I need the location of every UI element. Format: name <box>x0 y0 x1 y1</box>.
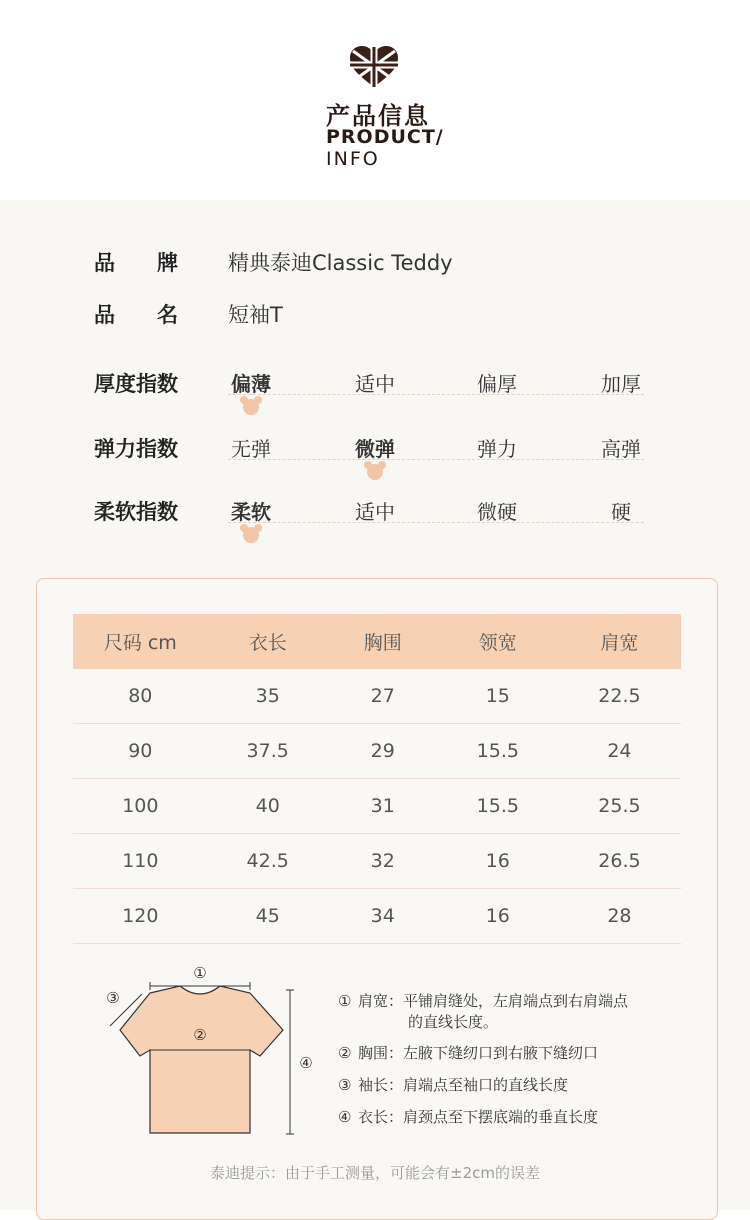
bear-marker-icon <box>239 395 263 415</box>
index-label: 柔软指数 <box>94 500 178 524</box>
brand-value: 精典泰迪Classic Teddy <box>228 251 453 275</box>
table-cell: 16 <box>438 834 558 889</box>
table-cell: 120 <box>73 889 208 944</box>
table-row <box>73 779 681 834</box>
index-option: 无弹 <box>231 437 271 461</box>
table-cell: 34 <box>328 889 438 944</box>
index-option: 适中 <box>355 372 395 396</box>
index-option: 微弹 <box>355 437 395 461</box>
tshirt-diagram <box>100 958 330 1143</box>
table-row <box>73 724 681 779</box>
index-option: 微硬 <box>477 500 517 524</box>
page-subtitle-line2: INFO <box>326 148 380 170</box>
table-cell: 32 <box>328 834 438 889</box>
marker-4: ④ <box>299 1054 313 1072</box>
table-row <box>73 889 681 944</box>
marker-3: ③ <box>106 989 120 1007</box>
index-option: 柔软 <box>231 500 271 524</box>
table-header-cell: 尺码 cm <box>73 614 208 669</box>
table-cell: 27 <box>328 669 438 724</box>
tshirt-shape <box>120 986 283 1133</box>
legend-item-chest: ② 胸围：左腋下缝纫口到右腋下缝纫口 <box>338 1044 599 1062</box>
index-label: 弹力指数 <box>94 437 178 461</box>
marker-2: ② <box>193 1026 207 1044</box>
index-option: 弹力 <box>477 437 517 461</box>
marker-1: ① <box>193 964 207 982</box>
table-cell: 28 <box>558 889 681 944</box>
index-option: 加厚 <box>601 372 641 396</box>
measurement-tip: 泰迪提示：由于手工测量，可能会有±2cm的误差 <box>210 1164 540 1182</box>
legend-item-length: ④ 衣长：肩颈点至下摆底端的垂直长度 <box>338 1108 599 1126</box>
index-option: 适中 <box>355 500 395 524</box>
table-cell: 45 <box>208 889 328 944</box>
page-subtitle-line1: PRODUCT/ <box>326 126 444 148</box>
name-label: 品 名 <box>94 303 178 327</box>
table-header-cell: 衣长 <box>208 614 328 669</box>
table-cell: 40 <box>208 779 328 834</box>
table-body <box>73 669 681 944</box>
size-table <box>73 614 681 944</box>
table-row <box>73 669 681 724</box>
table-cell: 110 <box>73 834 208 889</box>
table-cell: 26.5 <box>558 834 681 889</box>
table-cell: 100 <box>73 779 208 834</box>
index-option: 偏厚 <box>477 372 517 396</box>
table-header-cell: 胸围 <box>328 614 438 669</box>
table-cell: 25.5 <box>558 779 681 834</box>
table-cell: 15.5 <box>438 779 558 834</box>
table-row <box>73 834 681 889</box>
page-title: 产品信息 <box>326 102 430 130</box>
header <box>0 0 750 200</box>
index-option: 高弹 <box>601 437 641 461</box>
name-value: 短袖T <box>228 303 283 327</box>
table-cell: 31 <box>328 779 438 834</box>
table-cell: 29 <box>328 724 438 779</box>
index-option: 偏薄 <box>231 372 271 396</box>
table-cell: 22.5 <box>558 669 681 724</box>
table-header-cell: 肩宽 <box>558 614 681 669</box>
index-option: 硬 <box>611 500 631 524</box>
table-cell: 16 <box>438 889 558 944</box>
table-cell: 24 <box>558 724 681 779</box>
table-header-cell: 领宽 <box>438 614 558 669</box>
table-cell: 35 <box>208 669 328 724</box>
legend-item-shoulder: ① 肩宽：平铺肩缝处，左肩端点到右肩端点 的直线长度。 <box>338 992 629 1031</box>
union-jack-heart-icon <box>349 45 399 89</box>
table-header-row <box>73 614 681 669</box>
table-cell: 42.5 <box>208 834 328 889</box>
table-cell: 15 <box>438 669 558 724</box>
table-cell: 15.5 <box>438 724 558 779</box>
table-cell: 80 <box>73 669 208 724</box>
bear-marker-icon <box>363 460 387 480</box>
legend-item-sleeve: ③ 袖长：肩端点至袖口的直线长度 <box>338 1076 569 1094</box>
table-cell: 37.5 <box>208 724 328 779</box>
bear-marker-icon <box>239 523 263 543</box>
index-label: 厚度指数 <box>94 372 178 396</box>
table-cell: 90 <box>73 724 208 779</box>
brand-label: 品 牌 <box>94 251 178 275</box>
